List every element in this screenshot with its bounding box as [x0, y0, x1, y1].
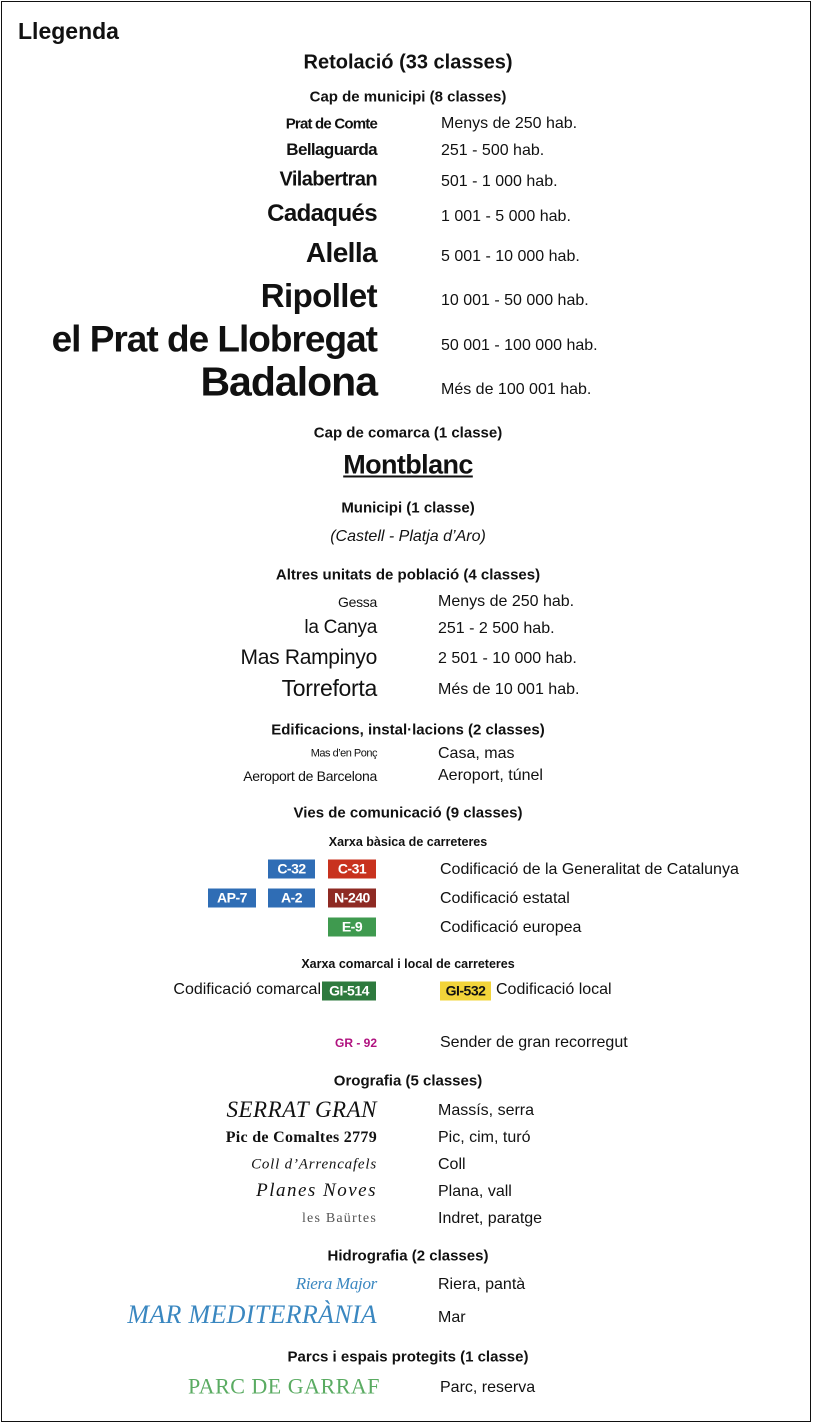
section-heading: Municipi (1 classe): [341, 499, 475, 517]
road-badge-c31: C-31: [328, 860, 376, 879]
label-sample: Mas d’en Ponç: [310, 747, 377, 760]
label-sample: PARC DE GARRAF: [187, 1373, 380, 1399]
label-sample: Planes Noves: [256, 1180, 377, 1202]
label-description: Indret, paratge: [438, 1209, 543, 1227]
trail-code: GR - 92: [334, 1036, 377, 1051]
road-badge-e9: E-9: [328, 918, 376, 937]
label-sample: Gessa: [338, 593, 377, 610]
section-heading: Orografia (5 classes): [333, 1072, 483, 1090]
section-heading: Cap de comarca (1 classe): [313, 424, 503, 442]
label-description: Massís, serra: [438, 1101, 535, 1119]
label-description: Més de 100 001 hab.: [441, 380, 592, 398]
label-sample: Bellaguarda: [286, 140, 377, 160]
section-heading: Altres unitats de població (4 classes): [275, 566, 541, 584]
section-heading: Hidrografia (2 classes): [327, 1247, 489, 1265]
label-sample: Montblanc: [343, 449, 473, 480]
legend-title: Llegenda: [18, 17, 119, 44]
road-badge-a2: A-2: [268, 889, 315, 908]
label-description: Pic, cim, turó: [438, 1128, 531, 1146]
label-sample: Torreforta: [281, 674, 377, 701]
label-description: 2 501 - 10 000 hab.: [438, 649, 577, 667]
label-description: Riera, pantà: [438, 1275, 526, 1293]
label-sample: Mas Rampinyo: [240, 645, 377, 669]
label-sample: Aeroport de Barcelona: [243, 767, 377, 784]
section-heading: Vies de comunicació (9 classes): [293, 804, 523, 822]
section-heading: Edificacions, instal·lacions (2 classes): [271, 721, 545, 739]
label-description: Parc, reserva: [440, 1378, 536, 1396]
label-description: Codificació comarcal: [173, 980, 321, 998]
subsection-heading: Xarxa bàsica de carreteres: [328, 834, 488, 849]
label-sample: la Canya: [304, 617, 377, 639]
label-description: 5 001 - 10 000 hab.: [441, 247, 580, 265]
label-description: Més de 10 001 hab.: [438, 680, 580, 698]
label-description: Casa, mas: [438, 744, 515, 762]
label-sample: Badalona: [200, 358, 377, 405]
road-badge-gi532: GI-532: [440, 982, 491, 1001]
label-sample: (Castell - Platja d’Aro): [330, 527, 486, 545]
label-description: Sender de gran recorregut: [440, 1033, 628, 1051]
label-description: Mar: [438, 1308, 466, 1326]
label-sample: Riera Major: [295, 1274, 377, 1294]
label-description: Codificació de la Generalitat de Catalunya: [440, 860, 739, 878]
label-description: Codificació estatal: [440, 889, 570, 907]
label-description: Plana, vall: [438, 1182, 512, 1200]
road-badge-ap7: AP-7: [208, 889, 256, 908]
road-badge-gi514: GI-514: [322, 982, 376, 1001]
label-sample: Prat de Comte: [285, 115, 377, 133]
label-sample: MAR MEDITERRÀNIA: [127, 1300, 377, 1330]
subsection-heading: Xarxa comarcal i local de carreteres: [301, 956, 515, 971]
label-description: 501 - 1 000 hab.: [441, 172, 558, 190]
label-description: 251 - 500 hab.: [441, 141, 545, 159]
label-sample: Vilabertran: [279, 168, 377, 191]
section-heading: Parcs i espais protegits (1 classe): [287, 1348, 529, 1366]
label-description: Menys de 250 hab.: [441, 114, 578, 132]
label-sample: Coll d’Arrencafels: [251, 1156, 377, 1173]
label-description: Aeroport, túnel: [438, 766, 543, 784]
label-description: Codificació local: [496, 980, 612, 998]
label-description: Coll: [438, 1155, 466, 1173]
section-heading: Cap de municipi (8 classes): [309, 88, 507, 106]
label-description: Menys de 250 hab.: [438, 592, 575, 610]
label-description: 50 001 - 100 000 hab.: [441, 336, 598, 354]
label-sample: SERRAT GRAN: [226, 1096, 377, 1122]
label-description: 251 - 2 500 hab.: [438, 619, 555, 637]
label-description: Codificació europea: [440, 918, 582, 936]
legend-frame: [1, 1, 811, 1422]
road-badge-c32: C-32: [268, 860, 315, 879]
label-sample: Ripollet: [260, 277, 377, 315]
label-description: 1 001 - 5 000 hab.: [441, 207, 571, 225]
road-badge-n240: N-240: [328, 889, 376, 908]
label-sample: les Baürtes: [301, 1210, 377, 1226]
label-sample: Alella: [305, 236, 377, 268]
lettering-heading: Retolació (33 classes): [303, 51, 513, 74]
label-sample: Pic de Comaltes 2779: [225, 1128, 377, 1146]
label-sample: el Prat de Llobregat: [51, 318, 377, 360]
label-sample: Cadaqués: [267, 200, 377, 228]
label-description: 10 001 - 50 000 hab.: [441, 291, 589, 309]
